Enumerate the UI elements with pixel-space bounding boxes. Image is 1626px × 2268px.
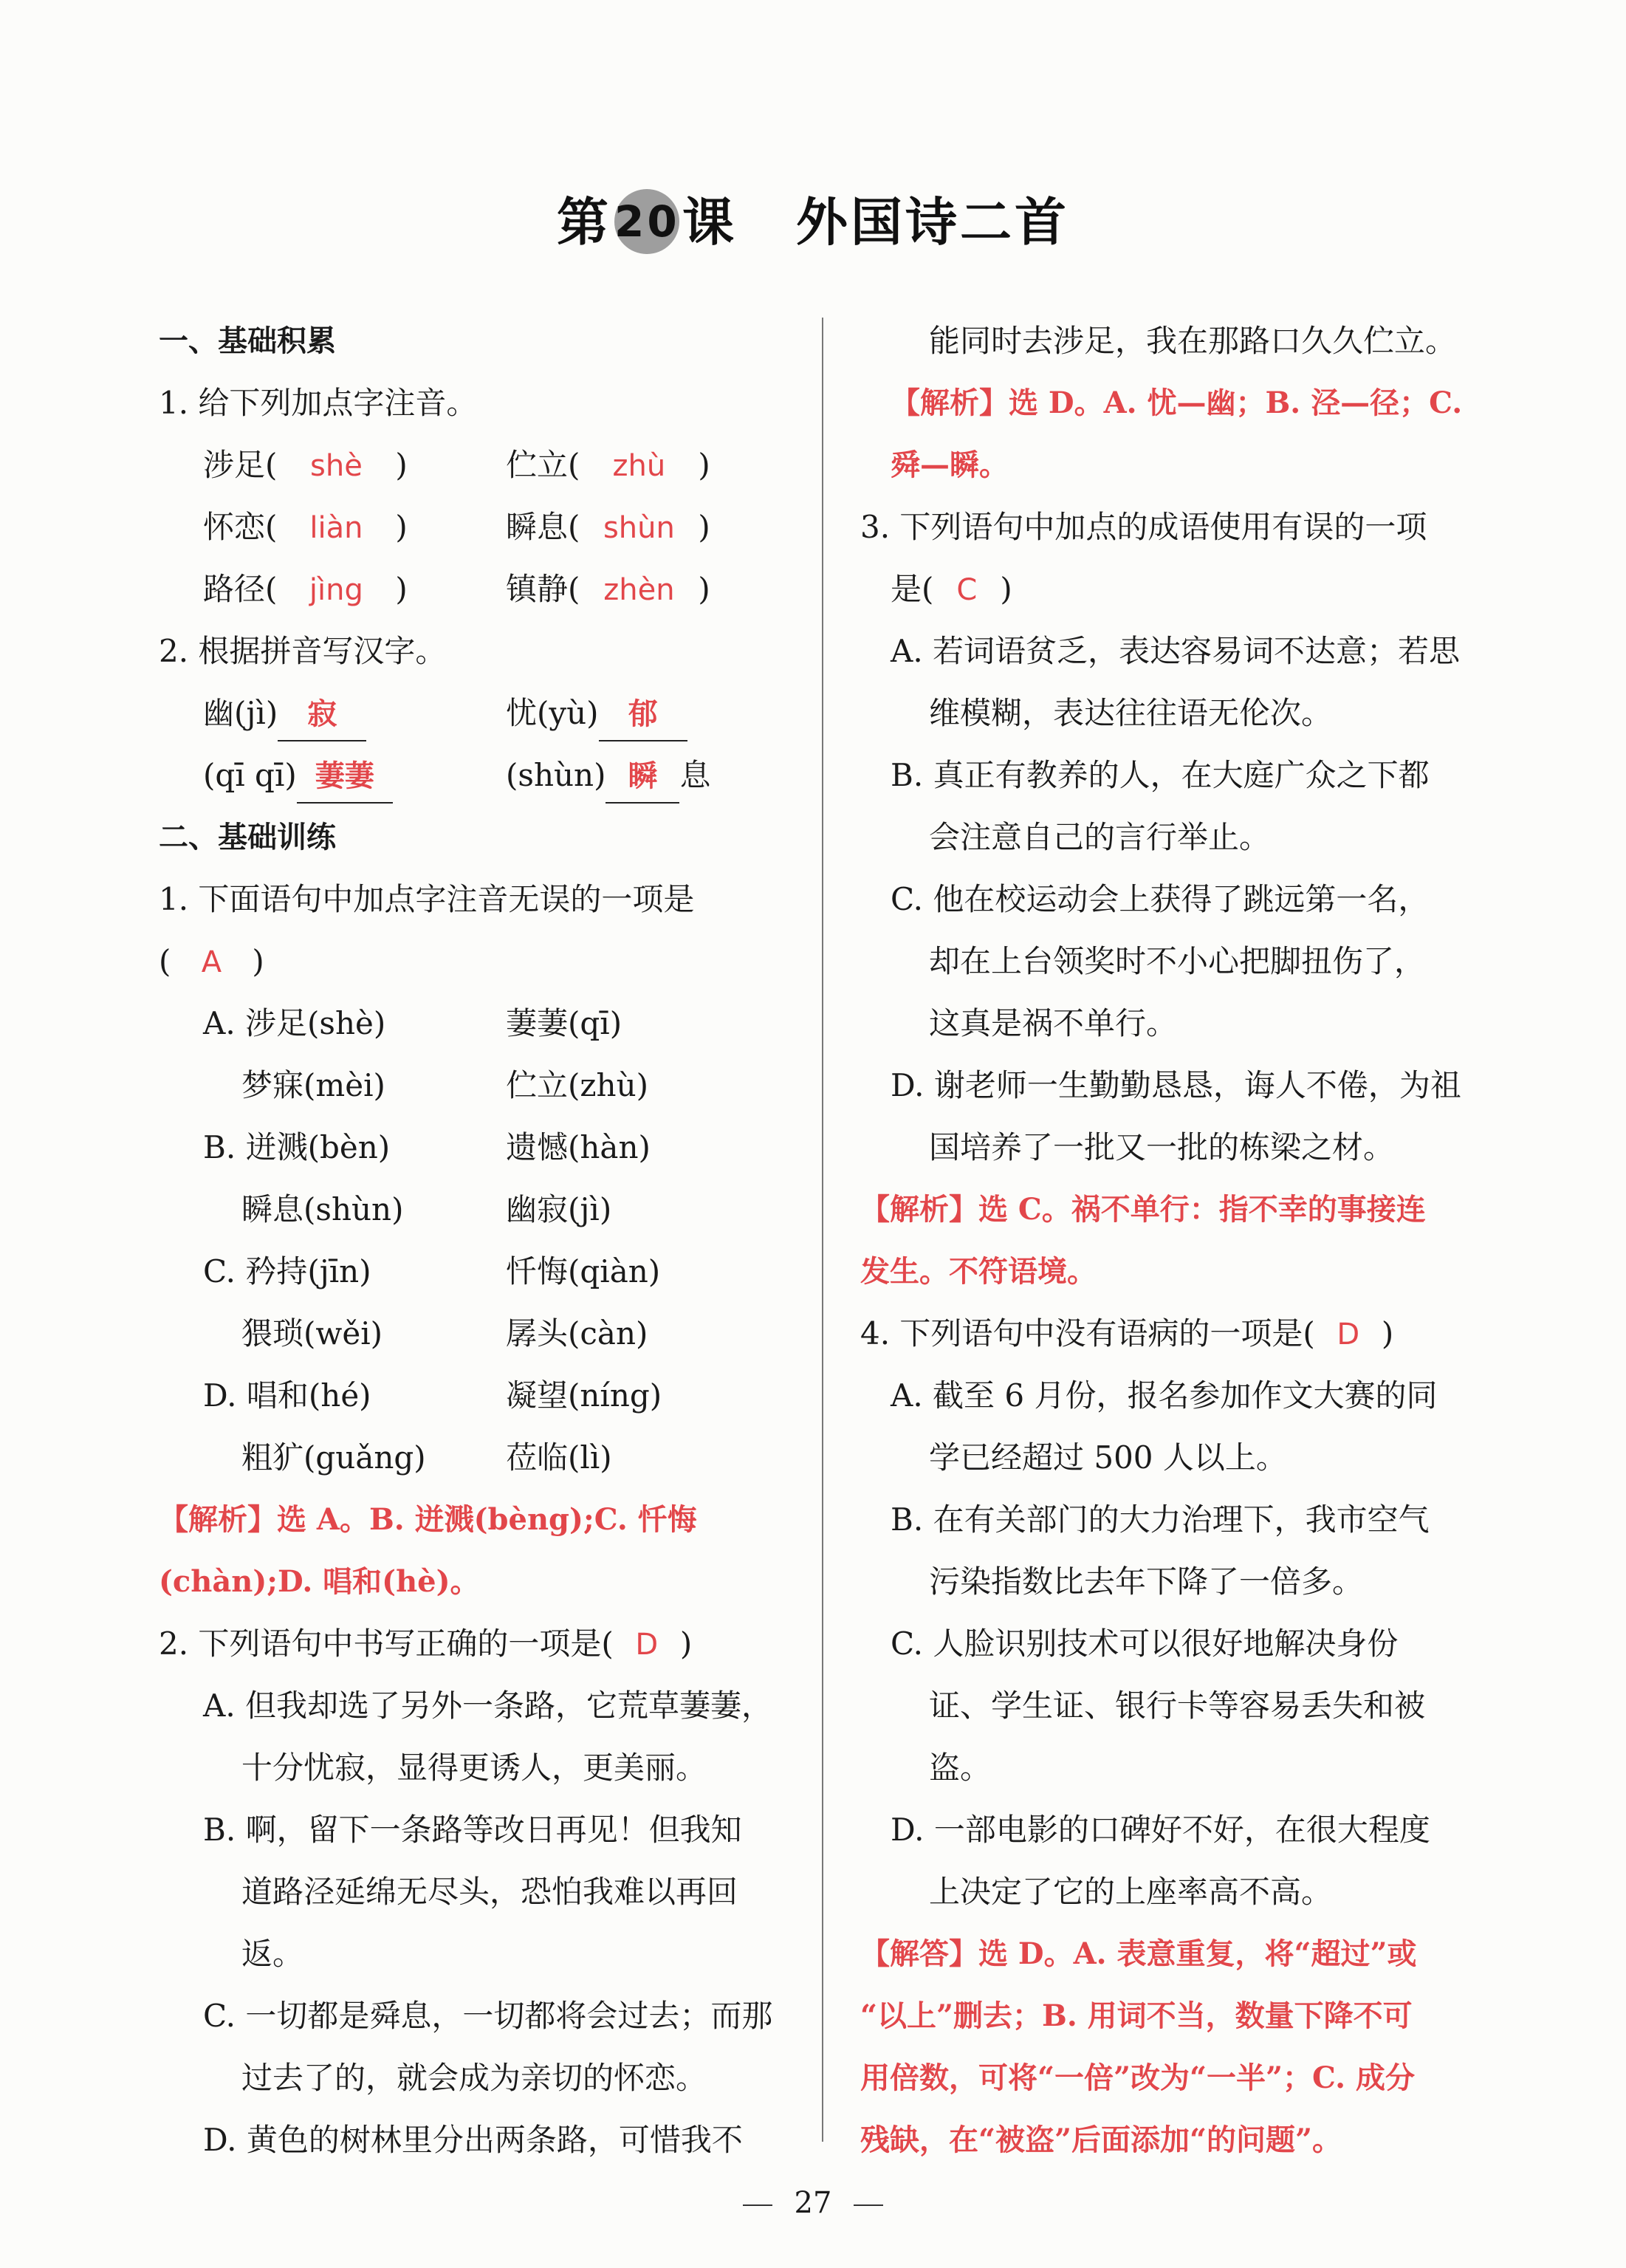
answer-bracket: ( A ) [159, 931, 801, 993]
section-heading: 一、基础积累 [159, 324, 336, 358]
pinyin-row: 涉足( shè ) 伫立( zhù ) [159, 434, 801, 496]
option-line: C. 人脸识别技术可以很好地解决身份 [891, 1625, 1399, 1662]
option-line: 国培养了一批又一批的栋梁之材。 [929, 1129, 1395, 1165]
explanation: 【解答】选 D。A. 表意重复，将“超过”或 [860, 1936, 1417, 1971]
answer: D [635, 1628, 659, 1662]
option-line: 梦寐(mèi) 伫立(zhù) [241, 1067, 648, 1103]
option-line: B. 在有关部门的大力治理下，我市空气 [891, 1501, 1430, 1538]
explanation: “以上”删去；B. 用词不当，数量下降不可 [860, 1998, 1413, 2033]
explanation: 残缺，在“被盗”后面添加“的问题”。 [860, 2123, 1342, 2157]
explanation: 舜—瞬。 [891, 448, 1009, 482]
option-line: C. 一切都是舜息，一切都将会过去；而那 [203, 1998, 773, 2034]
option-line: 过去了的，就会成为亲切的怀恋。 [241, 2060, 707, 2096]
option-line: D. 黄色的树林里分出两条路，可惜我不 [203, 2122, 743, 2158]
option-line: C. 矜持(jīn) 忏悔(qiàn) [203, 1253, 661, 1289]
lesson-number-badge: 20 [614, 189, 679, 254]
option-line: 会注意自己的言行举止。 [929, 819, 1271, 855]
answer: 瞬 [606, 750, 679, 804]
option-line: B. 啊，留下一条路等改日再见！但我知 [203, 1812, 742, 1848]
answer: A [201, 945, 222, 979]
explanation: (chàn);D. 唱和(hè)。 [159, 1564, 480, 1599]
option-line: 学已经超过 500 人以上。 [929, 1439, 1287, 1476]
option-line: A. 但我却选了另外一条路，它荒草萋萋， [203, 1688, 773, 1724]
option-line: 十分忧寂，显得更诱人，更美丽。 [241, 1750, 707, 1786]
question-stem: 1. 下面语句中加点字注音无误的一项是 [159, 881, 695, 917]
option-line: A. 若词语贫乏，表达容易词不达意；若思 [891, 633, 1461, 669]
question-stem: 4. 下列语句中没有语病的一项是( D ) [860, 1303, 1481, 1365]
answer: D [1337, 1318, 1360, 1351]
option-line: A. 截至 6 月份，报名参加作文大赛的同 [891, 1377, 1438, 1414]
option-line: 证、学生证、银行卡等容易丢失和被 [929, 1688, 1426, 1724]
option-line: B. 迸溅(bèn) 遗憾(hàn) [203, 1129, 651, 1165]
option-line: 这真是祸不单行。 [929, 1005, 1178, 1041]
question-stem: 是( C ) [860, 558, 1481, 620]
answer: 萋萋 [297, 750, 393, 804]
option-line: A. 涉足(shè) 萋萋(qī) [203, 1005, 622, 1041]
column-divider [822, 318, 823, 2142]
question-stem: 3. 下列语句中加点的成语使用有误的一项 [860, 509, 1427, 545]
answer: liàn [309, 511, 363, 545]
question-stem: 2. 根据拼音写汉字。 [159, 633, 447, 669]
explanation: 【解析】选 A。B. 迸溅(bèng);C. 忏悔 [159, 1502, 697, 1537]
answer: shùn [603, 511, 675, 545]
pinyin-row: 怀恋( liàn ) 瞬息( shùn ) [159, 496, 801, 558]
lesson-name: 外国诗二首 [796, 192, 1069, 253]
hanzi-row: 幽(jì) 寂 忧(yù) 郁 [159, 682, 801, 744]
answer: shè [310, 449, 363, 483]
option-line: 返。 [241, 1936, 304, 1972]
answer: zhèn [603, 573, 675, 607]
section-heading: 二、基础训练 [159, 820, 336, 854]
option-line: C. 他在校运动会上获得了跳远第一名， [891, 881, 1430, 917]
option-line: 维模糊，表达往往语无伦次。 [929, 695, 1333, 731]
left-column [159, 310, 801, 2171]
option-line: D. 谢老师一生勤勤恳恳，诲人不倦，为祖 [891, 1067, 1461, 1103]
option-line: 却在上台领奖时不小心把脚扭伤了， [929, 943, 1426, 979]
answer: jìng [309, 573, 363, 607]
option-line: D. 一部电影的口碑好不好，在很大程度 [891, 1812, 1430, 1848]
option-line: 污染指数比去年下降了一倍多。 [929, 1563, 1364, 1600]
lesson-title: 第20课 外国诗二首 [0, 181, 1626, 258]
option-line: 瞬息(shùn) 幽寂(jì) [241, 1191, 612, 1227]
option-line: 盗。 [929, 1750, 992, 1786]
hanzi-row: (qī qī) 萋萋 (shùn) 瞬 息 [159, 744, 801, 806]
explanation: 用倍数，可将“一倍”改为“一半”；C. 成分 [860, 2060, 1416, 2095]
option-line: 道路泾延绵无尽头，恐怕我难以再回 [241, 1874, 738, 1910]
right-column [860, 310, 1481, 2171]
page-number: 27 [0, 2186, 1626, 2220]
answer: zhù [612, 449, 666, 483]
explanation: 【解析】选 C。祸不单行：指不幸的事接连 [860, 1192, 1426, 1227]
option-line: 粗犷(guǎng) 莅临(lì) [241, 1439, 612, 1476]
option-line: 能同时去涉足，我在那路口久久伫立。 [929, 323, 1457, 359]
explanation: 发生。不符语境。 [860, 1254, 1097, 1289]
answer: 寂 [278, 688, 366, 741]
question-stem: 1. 给下列加点字注音。 [159, 385, 478, 421]
pinyin-row: 路径( jìng ) 镇静( zhèn ) [159, 558, 801, 620]
option-line: D. 唱和(hé) 凝望(níng) [203, 1377, 662, 1414]
answer: 郁 [599, 688, 687, 741]
answer: C [956, 573, 978, 607]
question-stem: 2. 下列语句中书写正确的一项是( D ) [159, 1613, 801, 1675]
option-line: 上决定了它的上座率高不高。 [929, 1874, 1333, 1910]
explanation: 【解析】选 D。A. 忧—幽；B. 泾—径；C. [891, 386, 1463, 420]
option-line: B. 真正有教养的人，在大庭广众之下都 [891, 757, 1430, 793]
option-line: 猥琐(wěi) 孱头(càn) [241, 1315, 648, 1351]
